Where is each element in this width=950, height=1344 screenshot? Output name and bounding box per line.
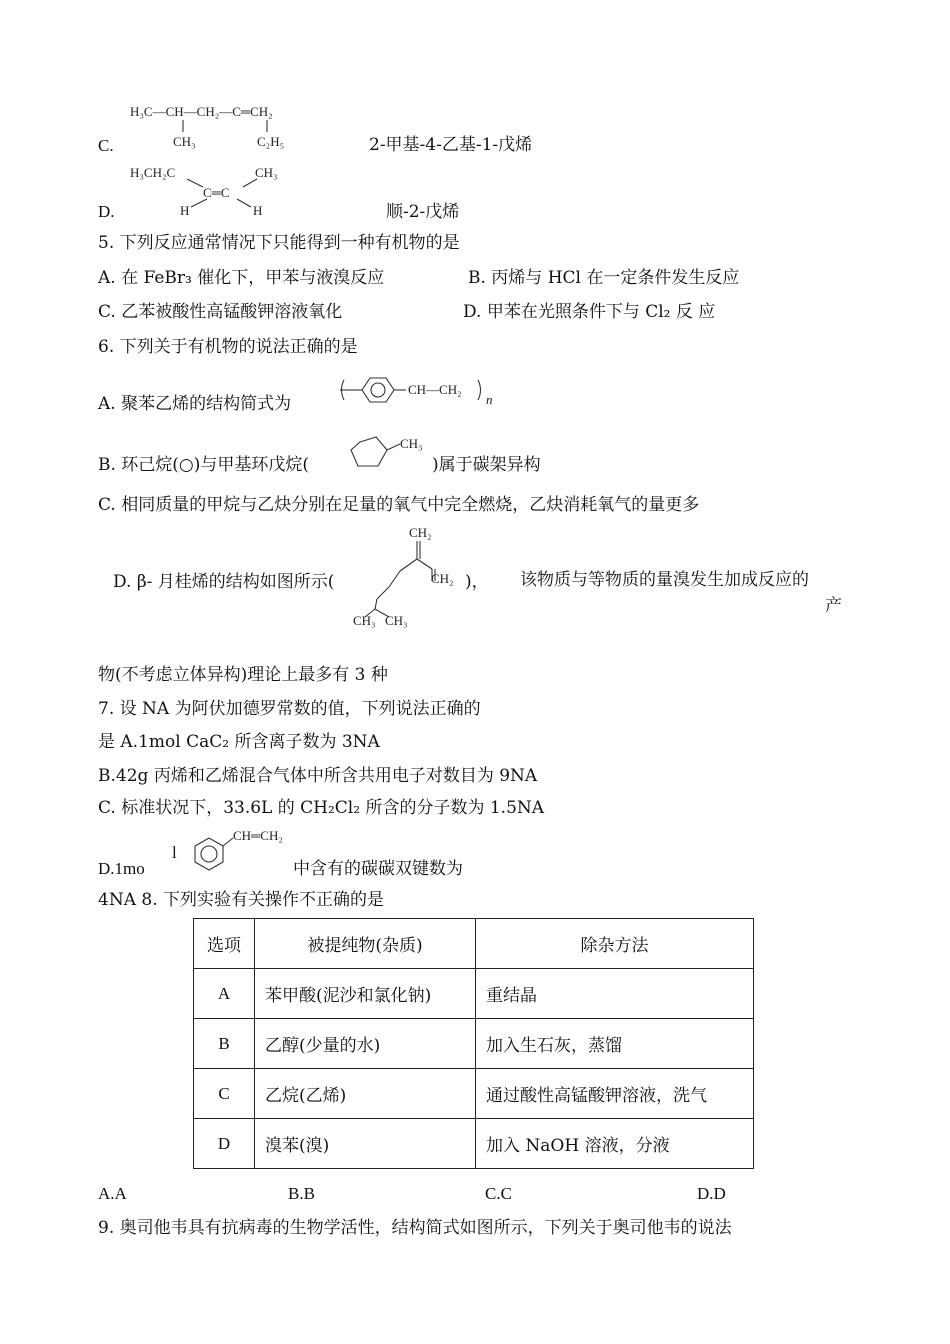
q8-stem: 4NA 8. 下列实验有关操作不正确的是 [98,890,384,910]
q5-option-c: C. 乙苯被酸性高锰酸钾溶液氧化 [98,302,343,322]
q8-answer-d: D.D [697,1184,726,1203]
methylcyclopentane-ch3: CH₃ [400,436,423,451]
q7-option-d-prefix: D.1mo [98,859,145,878]
table-cell-method: 重结晶 [476,969,754,1019]
myrcene-ch3-a: CH₃ [353,613,376,628]
struct-c-sub-ethyl: C₂H₅ [257,134,285,149]
q4-option-d-name: 顺-2-戊烯 [386,202,460,222]
q6-option-d-wrap: 产 [825,596,842,616]
struct-d-h-right: H [253,203,263,218]
polystyrene-chain: CH—CH₂ [408,382,462,397]
table-row [194,1069,754,1119]
q7-stem: 7. 设 NA 为阿伏加德罗常数的值，下列说法正确的 [98,699,481,719]
table-cell-substance: 溴苯(溴) [255,1119,476,1169]
table-header-row [194,919,754,969]
table-cell-option: C [194,1069,255,1119]
struct-c-main-chain: H₃C—CH—CH₂—C═CH₂ [130,104,273,119]
q5-option-d: D. 甲苯在光照条件下与 Cl₂ 反 应 [463,302,716,322]
q7-option-b: B.42g 丙烯和乙烯混合气体中所含共用电子对数目为 9NA [98,766,538,786]
q8-answer-b: B.B [288,1184,315,1203]
q5-option-a: A. 在 FeBr₃ 催化下，甲苯与液溴反应 [98,268,385,288]
myrcene-ch3-b: CH₃ [385,613,408,628]
myrcene-top-ch2: CH₂ [409,525,432,540]
q7-option-c: C. 标准状况下，33.6L 的 CH₂Cl₂ 所含的分子数为 1.5NA [98,798,545,818]
struct-d-right-group: CH₃ [255,165,278,180]
table-cell-substance: 乙烷(乙烯) [255,1069,476,1119]
table-row [194,969,754,1019]
q6-option-d-prefix: D. β- 月桂烯的结构如图所示( [113,572,335,592]
q6-option-c: C. 相同质量的甲烷与乙炔分别在足量的氧气中完全燃烧，乙炔消耗氧气的量更多 [98,495,700,515]
structure-methylcyclopentane [342,430,434,478]
q6-stem: 6. 下列关于有机物的说法正确的是 [98,337,358,357]
struct-d-left-group: H₃CH₂C [130,165,176,180]
q4-option-c-label: C. [98,136,114,155]
q6-option-b-suffix: )属于碳架异构 [432,455,541,475]
table-cell-substance: 乙醇(少量的水) [255,1019,476,1069]
q6-option-d-line2: 物(不考虑立体异构)理论上最多有 3 种 [98,665,388,685]
table-row [194,1119,754,1169]
struct-c-sub-methyl: CH₃ [173,134,196,149]
table-cell-substance: 苯甲酸(泥沙和氯化钠) [255,969,476,1019]
q7-option-d-suffix: 中含有的碳碳双键数为 [293,859,463,879]
table-cell-option: A [194,969,255,1019]
table-header-cell: 除杂方法 [476,919,754,969]
purification-table [193,918,754,1169]
table-header-cell: 选项 [194,919,255,969]
q4-option-c-name: 2-甲基-4-乙基-1-戊烯 [369,135,533,155]
q7-option-a: 是 A.1mol CaC₂ 所含离子数为 3NA [98,732,380,752]
myrcene-right-ch2: CH₂ [431,571,454,586]
q6-option-b-prefix: B. 环己烷(○)与甲基环戊烷( [98,455,310,475]
q8-answer-a: A.A [98,1184,127,1203]
table-cell-method: 通过酸性高锰酸钾溶液，洗气 [476,1069,754,1119]
polystyrene-n: n [486,392,493,407]
table-row [194,1019,754,1069]
q6-option-d-mid: )， [465,572,489,592]
structure-cis-2-pentene [125,157,295,219]
q5-option-b: B. 丙烯与 HCl 在一定条件发生反应 [468,268,740,288]
structure-styrene [183,826,293,878]
table-header-cell: 被提纯物(杂质) [255,919,476,969]
struct-d-double-bond: C═C [203,185,230,200]
structure-polystyrene [336,370,516,414]
q6-option-d-continued: 该物质与等物质的量溴发生加成反应的 [520,570,809,590]
q9-stem: 9. 奥司他韦具有抗病毒的生物学活性，结构简式如图所示，下列关于奥司他韦的说法 [98,1218,732,1238]
struct-d-h-left: H [180,203,190,218]
q7-option-d-l: l [172,843,177,862]
table-cell-option: B [194,1019,255,1069]
q8-answer-c: C.C [485,1184,512,1203]
table-cell-option: D [194,1119,255,1169]
q4-option-d-label: D. [98,202,115,221]
styrene-vinyl: CH═CH₂ [233,828,283,843]
q5-stem: 5. 下列反应通常情况下只能得到一种有机物的是 [98,233,460,253]
q6-option-a: A. 聚苯乙烯的结构简式为 [98,394,292,414]
table-cell-method: 加入生石灰，蒸馏 [476,1019,754,1069]
structure-2-methyl-4-ethyl-1-pentene [125,100,340,152]
structure-beta-myrcene [353,525,465,630]
table-cell-method: 加入 NaOH 溶液，分液 [476,1119,754,1169]
